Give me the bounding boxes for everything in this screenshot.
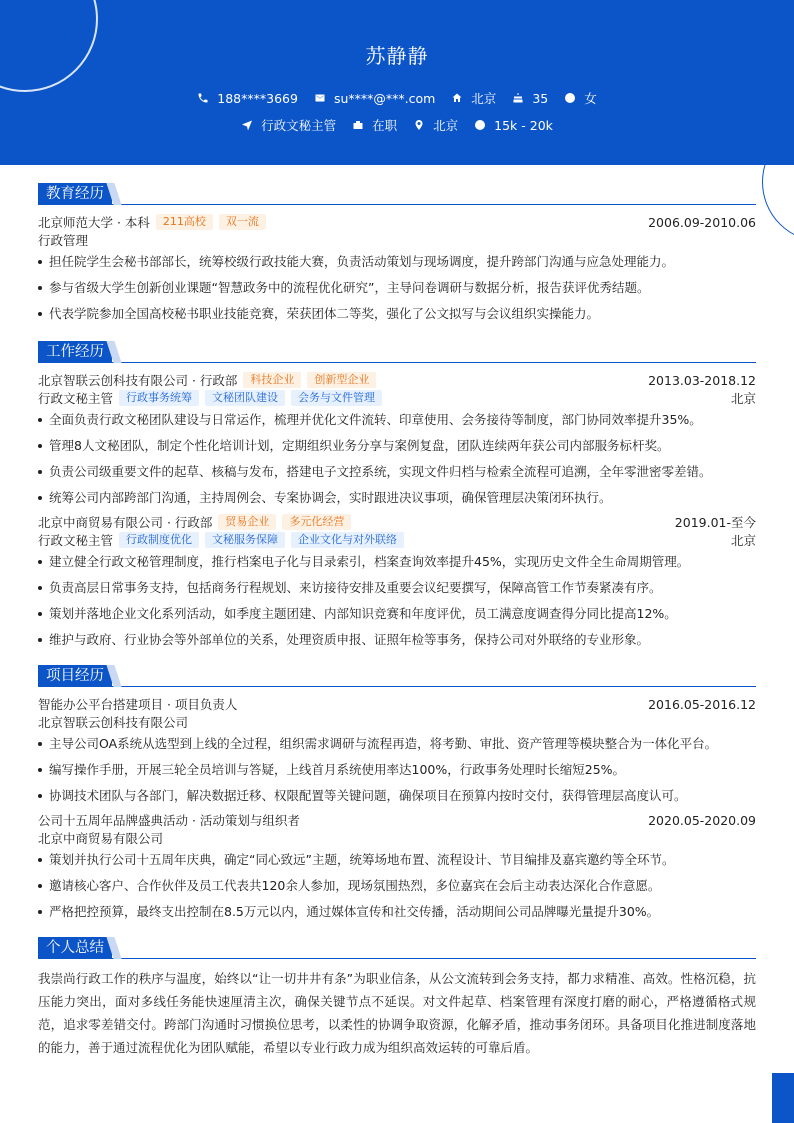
project-bullets — [38, 731, 756, 809]
project-date: 2016.05-2016.12 — [648, 696, 756, 712]
position-info — [241, 116, 336, 134]
summary-section — [38, 937, 756, 1059]
role-tag: 文秘服务保障 — [205, 532, 285, 548]
list-item: 主导公司OA系统从选型到上线的全过程，组织需求调研与流程再造，将考勤、审批、资产管理等模块整合为一体化平台。 — [38, 731, 756, 757]
project-company: 北京智联云创科技有限公司 — [38, 715, 189, 730]
education-bullets — [38, 249, 756, 327]
gender-text: 女 — [584, 91, 597, 106]
project-company-row — [38, 829, 756, 847]
work-city: 北京 — [730, 533, 756, 548]
hometown-info — [451, 89, 496, 107]
role-tag: 企业文化与对外联络 — [291, 532, 404, 548]
list-item: 策划并执行公司十五周年庆典，确定“同心致远”主题，统筹场地布置、流程设计、节目编排及嘉宾邀约等全环节。 — [38, 847, 756, 873]
phone-info — [197, 91, 298, 106]
salary-text: 15k - 20k — [494, 117, 553, 133]
school-tag: 双一流 — [219, 214, 266, 230]
list-item: 全面负责行政文秘团队建设与日常运作，梳理并优化文件流转、印章使用、会务接待等制度，部门协同效率提升35%。 — [38, 407, 756, 433]
position-text: 行政文秘主管 — [261, 118, 337, 133]
age-info — [512, 91, 548, 106]
role-title: 行政文秘主管 — [38, 391, 114, 406]
section-title: 教育经历 — [38, 183, 112, 205]
status-info — [352, 116, 397, 134]
work-bullets — [38, 549, 756, 653]
education-section — [38, 183, 756, 327]
company-name: 北京智联云创科技有限公司 · 行政部 — [38, 373, 238, 388]
project-entry — [38, 695, 756, 809]
email-info — [314, 91, 435, 106]
section-title: 工作经历 — [38, 341, 112, 363]
role-tag: 行政事务统筹 — [119, 390, 199, 406]
list-item: 编写操作手册，开展三轮全员培训与答疑，上线首月系统使用率达100%，行政事务处理时长缩短25%。 — [38, 757, 756, 783]
role-row — [38, 531, 756, 549]
work-section — [38, 341, 756, 653]
send-icon — [241, 119, 253, 131]
role-tag: 文秘团队建设 — [205, 390, 285, 406]
list-item: 代表学院参加全国高校秘书职业技能竞赛，荣获团体二等奖，强化了公文拟写与会议组织实操能力。 — [38, 301, 756, 327]
work-city: 北京 — [730, 391, 756, 406]
age-text: 35 — [532, 90, 549, 106]
role-tag: 会务与文件管理 — [291, 390, 382, 406]
project-company-row — [38, 713, 756, 731]
company-tag: 创新型企业 — [307, 372, 376, 388]
list-item: 担任院学生会秘书部部长，统筹校级行政技能大赛，负责活动策划与现场调度，提升跨部门沟通与应急处理能力。 — [38, 249, 756, 275]
list-item: 建立健全行政文秘管理制度，推行档案电子化与目录索引，档案查询效率提升45%，实现历史文件全生命周期管理。 — [38, 549, 756, 575]
gender-info — [564, 89, 597, 107]
phone-text: 188****3669 — [217, 90, 298, 106]
project-date: 2020.05-2020.09 — [648, 812, 756, 828]
section-title: 个人总结 — [38, 937, 112, 959]
status-icon — [352, 119, 364, 131]
candidate-name: 苏静静 — [365, 44, 429, 68]
work-date: 2013.03-2018.12 — [648, 372, 756, 388]
list-item: 严格把控预算，最终支出控制在8.5万元以内，通过媒体宣传和社交传播，活动期间公司品牌曝光量提升30%。 — [38, 899, 756, 925]
school-tag: 211高校 — [156, 214, 213, 230]
work-entry-head — [38, 513, 756, 531]
gender-icon — [564, 92, 576, 104]
company-tag: 科技企业 — [243, 372, 301, 388]
project-name: 智能办公平台搭建项目 · 项目负责人 — [38, 697, 238, 712]
project-name: 公司十五周年品牌盛典活动 · 活动策划与组织者 — [38, 813, 300, 828]
contact-row — [0, 89, 794, 107]
company-tag: 多元化经营 — [282, 514, 351, 530]
work-date: 2019.01-至今 — [674, 515, 756, 530]
work-bullets — [38, 407, 756, 511]
salary-info — [474, 118, 553, 133]
section-header — [38, 665, 756, 687]
education-entry-head — [38, 213, 756, 231]
company-name: 北京中商贸易有限公司 · 行政部 — [38, 515, 213, 530]
status-text: 在职 — [372, 118, 398, 133]
section-header — [38, 183, 756, 205]
hometown-text: 北京 — [471, 91, 497, 106]
city-info — [413, 116, 458, 134]
city-text: 北京 — [433, 118, 459, 133]
location-icon — [413, 119, 425, 131]
section-header — [38, 937, 756, 959]
summary-text: 我崇尚行政工作的秩序与温度，始终以“让一切井井有条”为职业信条，从公文流转到会务支持，都力求精准、高效。性格沉稳，抗压能力突出，面对多线任务能快速厘清主次，确保关键节点不延误。对文件起草、档案管理有深度打磨的耐心，严格遵循格式规范，追求零差错交付。跨部门沟通时习惯换位思考，以柔性的协调争取资源，化解矛盾，推动事务闭环。具备项目化推进制度落地的能力，善于通过流程优化为团队赋能，希望以专业行政力成为组织高效运转的可靠后盾。 — [38, 971, 756, 1055]
list-item: 维护与政府、行业协会等外部单位的关系，处理资质申报、证照年检等事务，保持公司对外联络的专业形象。 — [38, 627, 756, 653]
email-text: su****@***.com — [333, 90, 436, 106]
role-title: 行政文秘主管 — [38, 533, 114, 548]
salary-icon — [474, 119, 486, 131]
mail-icon — [314, 92, 326, 104]
cake-icon — [512, 92, 524, 104]
list-item: 负责公司级重要文件的起草、核稿与发布，搭建电子文控系统，实现文件归档与检索全流程可追溯，全年零泄密零差错。 — [38, 459, 756, 485]
work-entry — [38, 371, 756, 511]
section-title: 项目经历 — [38, 665, 112, 687]
education-date: 2006.09-2010.06 — [648, 214, 756, 230]
role-tag: 行政制度优化 — [119, 532, 199, 548]
role-row — [38, 389, 756, 407]
list-item: 统筹公司内部跨部门沟通，主持周例会、专案协调会，实时跟进决议事项，确保管理层决策闭环执行。 — [38, 485, 756, 511]
company-tag: 贸易企业 — [218, 514, 276, 530]
job-intent-row — [0, 116, 794, 134]
projects-section — [38, 665, 756, 925]
project-entry — [38, 811, 756, 925]
section-header — [38, 341, 756, 363]
major: 行政管理 — [38, 233, 89, 248]
project-entry-head — [38, 695, 756, 713]
home-icon — [451, 92, 463, 104]
list-item: 管理8人文秘团队，制定个性化培训计划，定期组织业务分享与案例复盘，团队连续两年获公司内部服务标杆奖。 — [38, 433, 756, 459]
school-name: 北京师范大学 · 本科 — [38, 215, 150, 230]
project-entry-head — [38, 811, 756, 829]
major-row — [38, 231, 756, 249]
list-item: 协调技术团队与各部门，解决数据迁移、权限配置等关键问题，确保项目在预算内按时交付，获得管理层高度认可。 — [38, 783, 756, 809]
list-item: 负责高层日常事务支持，包括商务行程规划、来访接待安排及重要会议纪要撰写，保障高管工作节奏紧凑有序。 — [38, 575, 756, 601]
project-bullets — [38, 847, 756, 925]
work-entry-head — [38, 371, 756, 389]
project-company: 北京中商贸易有限公司 — [38, 831, 164, 846]
corner-decoration — [772, 1073, 794, 1123]
list-item: 参与省级大学生创新创业课题“智慧政务中的流程优化研究”，主导问卷调研与数据分析，报告获评优秀结题。 — [38, 275, 756, 301]
list-item: 邀请核心客户、合作伙伴及员工代表共120余人参加，现场氛围热烈，多位嘉宾在会后主动表达深化合作意愿。 — [38, 873, 756, 899]
resume-header — [0, 0, 794, 165]
phone-icon — [197, 92, 209, 104]
work-entry — [38, 513, 756, 653]
list-item: 策划并落地企业文化系列活动，如季度主题团建、内部知识竞赛和年度评优，员工满意度调查得分同比提高12%。 — [38, 601, 756, 627]
